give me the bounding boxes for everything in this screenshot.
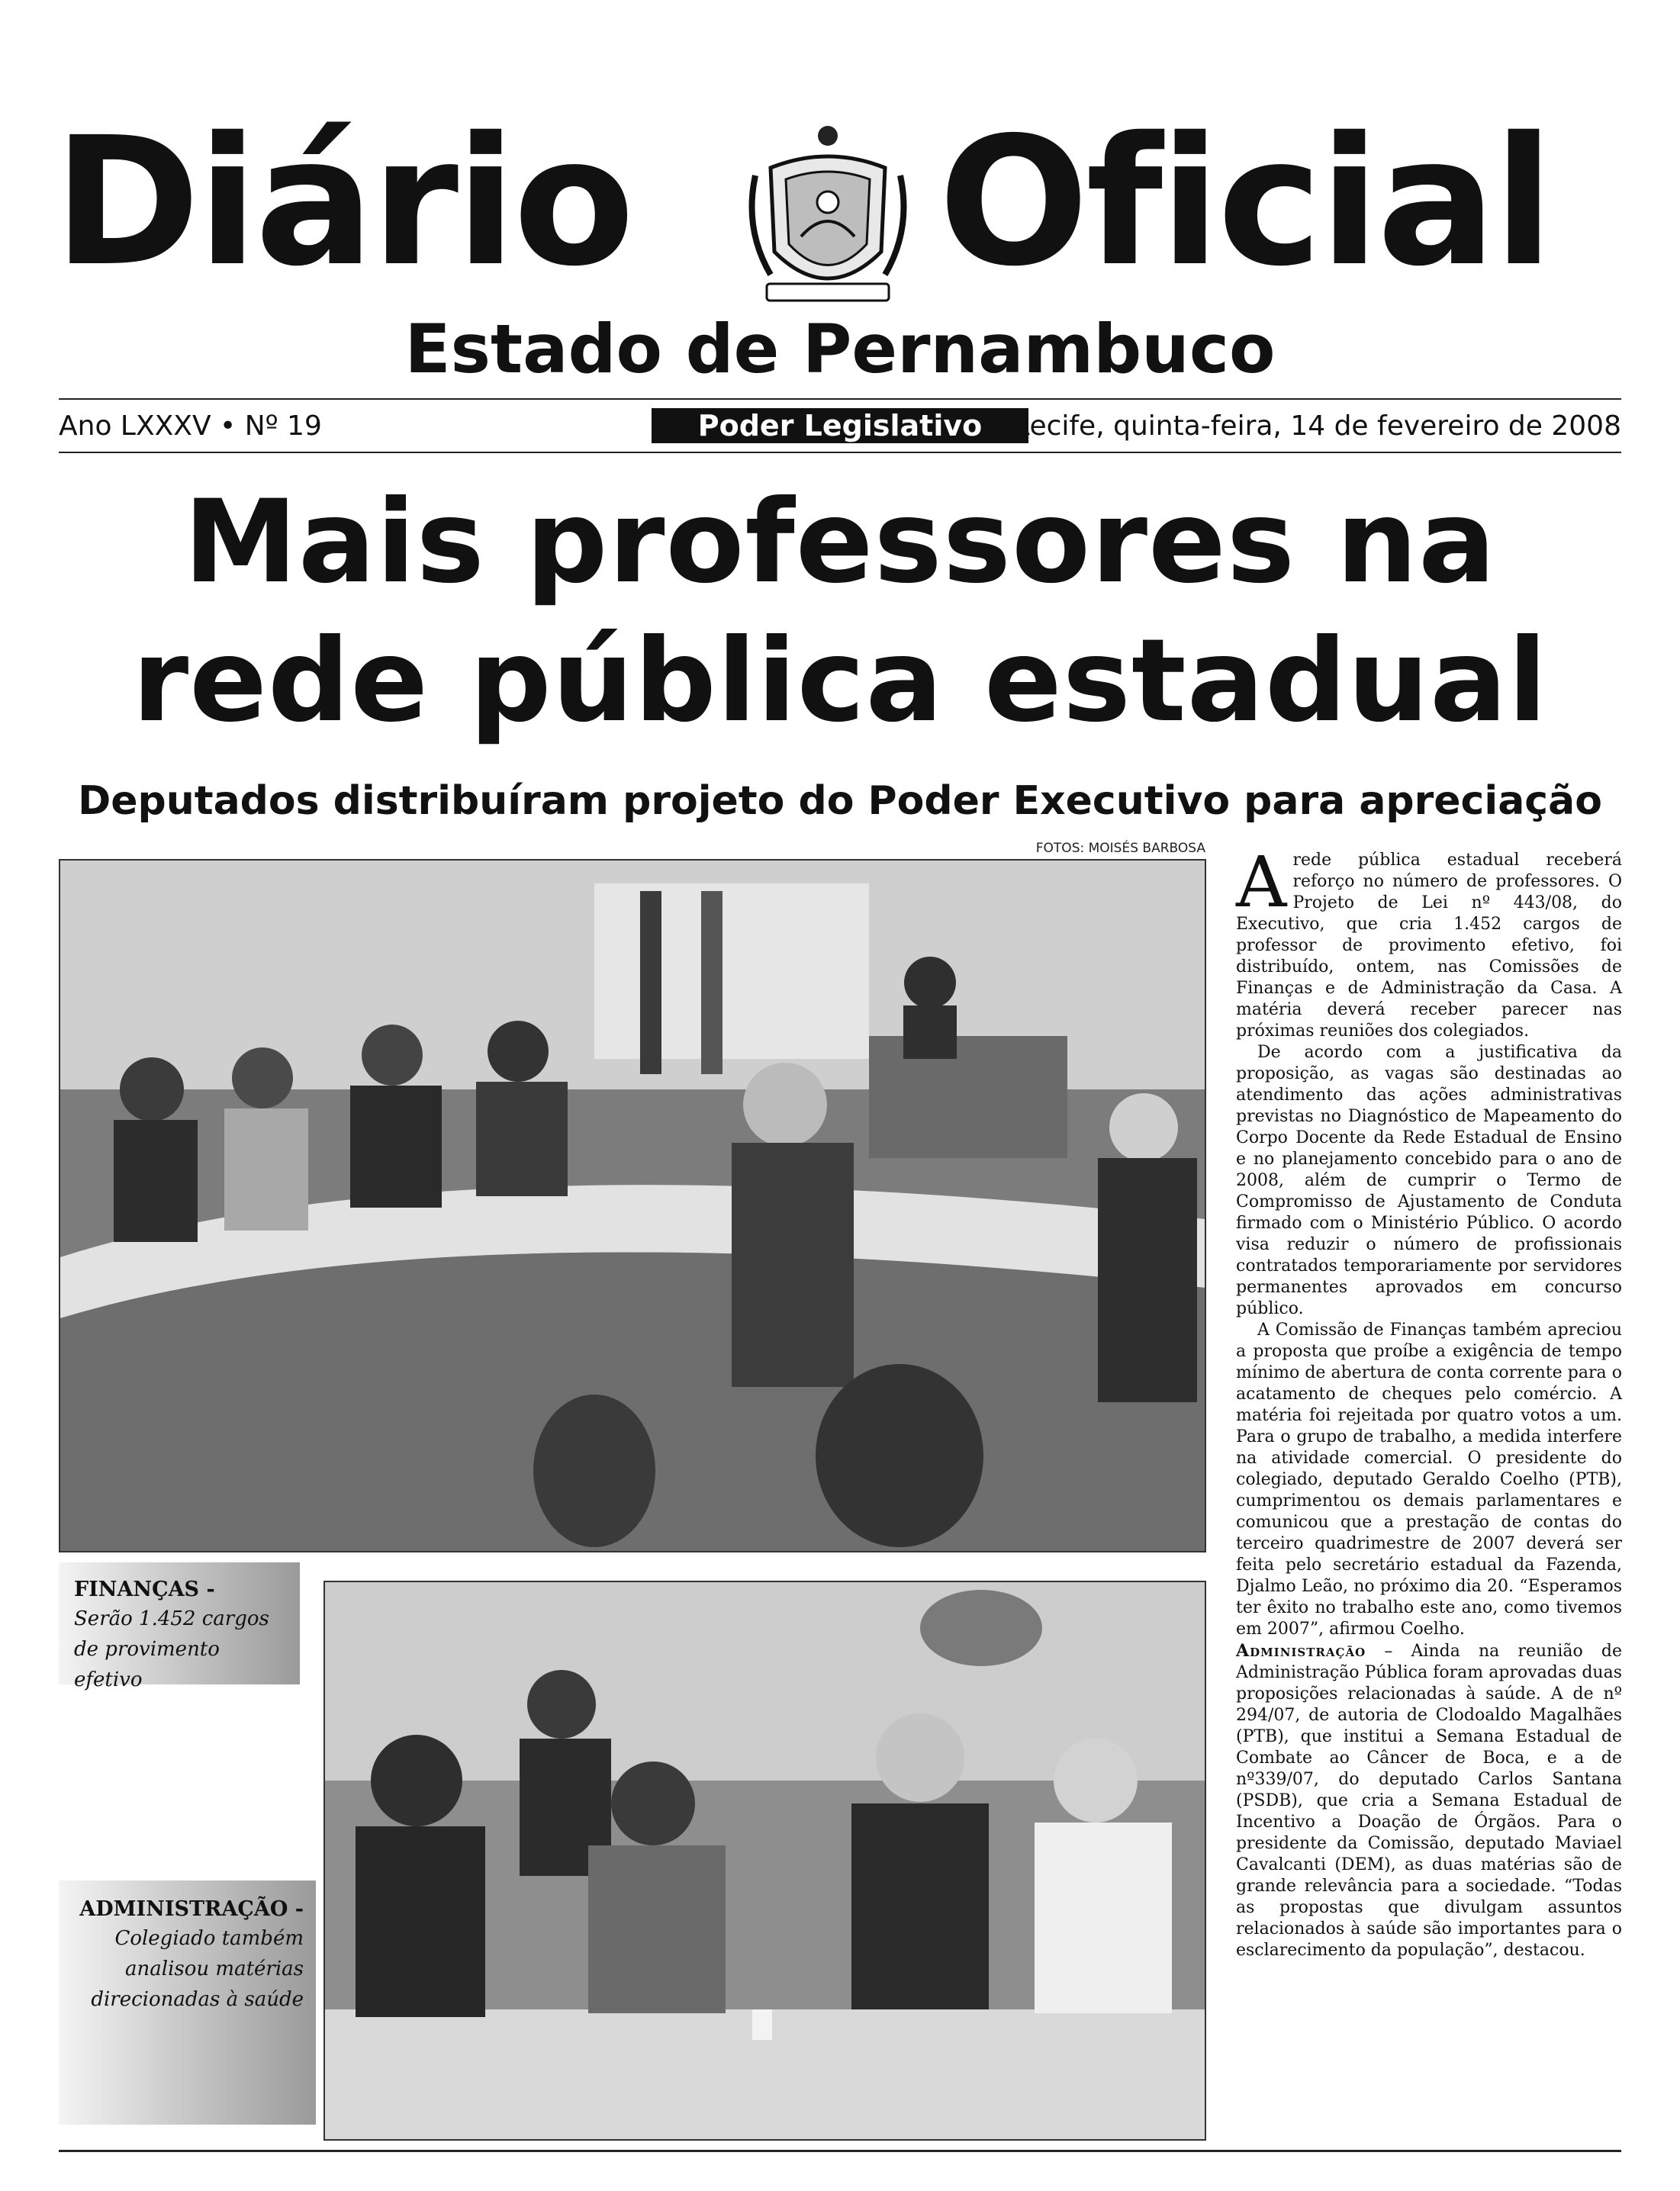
caption-administracao xyxy=(59,1881,316,2125)
article-paragraph-2: De acordo com a justificativa da proposição, as vagas são destinadas ao atendimento das ações administrativas previstas no Diagnóstico de Mapeamento do Corpo Docente da Rede Estadual de Ensino e no planejamento concebido para o ano de 2008, além de cumprir o Termo de Compromisso de Ajustamento de Conduta firmado com o Ministério Público. O acordo visa reduzir o número de profissionais contratados temporariamente por servidores permanentes aprovados em concurso público. xyxy=(1236,1043,1622,1318)
photo-finance-committee xyxy=(60,861,1205,1551)
section-badge: Poder Legislativo xyxy=(652,408,1028,443)
committee-meeting-photo xyxy=(59,859,1206,1552)
article-body xyxy=(1236,841,1622,1961)
caption-financas-title: FINANÇAS - xyxy=(74,1578,215,1601)
photo-administration-committee xyxy=(325,1582,1205,2139)
masthead-rule-bottom xyxy=(59,452,1621,453)
caption-financas xyxy=(59,1562,300,1691)
masthead-rule-top xyxy=(59,398,1621,400)
state-coat-of-arms-icon xyxy=(740,122,916,313)
headline-deck: Deputados distribuíram projeto do Poder Executivo para apreciação xyxy=(78,778,1602,824)
edition-number: Ano LXXXV • Nº 19 xyxy=(59,410,322,442)
article-paragraph-1-text: rede pública estadual receberá reforço no número de professores. O Projeto de Lei nº 443/08, do Executivo, que cria 1.452 cargos de professor de provimento efetivo, foi distribuído, ontem, nas Comissões de Finanças e de Administração da Casa. A matéria deverá receber parecer nas próximas reuniões dos colegiados. xyxy=(1236,851,1622,1041)
caption-administracao-text: Colegiado também analisou matérias direcionadas à saúde xyxy=(91,1927,304,2011)
headline-line-1: Mais professores na xyxy=(183,476,1497,609)
headline-line-2: rede pública estadual xyxy=(132,615,1548,748)
masthead-title-left: Diário xyxy=(53,99,632,305)
edition-date: Recife, quinta-feira, 14 de fevereiro de 2008 xyxy=(1012,410,1621,442)
article-paragraph-1 xyxy=(1236,841,1622,1042)
masthead-subtitle: Estado de Pernambuco xyxy=(404,310,1276,388)
article-paragraph-4 xyxy=(1236,1640,1622,1961)
article-dropcap: A xyxy=(1236,841,1287,923)
article-subhead-administracao: Administração xyxy=(1236,1641,1366,1661)
bottom-rule xyxy=(59,2150,1621,2152)
photo-credit: FOTOS: MOISÉS BARBOSA xyxy=(1035,841,1205,856)
administration-committee-photo xyxy=(323,1581,1206,2141)
headline xyxy=(0,473,1680,751)
article-paragraph-3: A Comissão de Finanças também apreciou a proposta que proíbe a exigência de tempo mínimo de abertura de conta corrente para o acatamento de cheques pelo comércio. A matéria foi rejeitada por quatro votos a um. Para o grupo de trabalho, a medida interfere na atividade comercial. O presidente do colegiado, deputado Geraldo Coelho (PTB), cumprimentou os demais parlamentares e comunicou que a prestação de contas do terceiro quadrimestre de 2007 deverá ser feita pelo secretário estadual da Fazenda, Djalmo Leão, no próximo dia 20. “Esperamos ter êxito no trabalho este ano, como tivemos em 2007”, afirmou Coelho. xyxy=(1236,1321,1622,1639)
caption-financas-text: Serão 1.452 cargos de provimento efetivo xyxy=(74,1607,269,1691)
article-paragraph-4-text: – Ainda na reunião de Administração Pública foram aprovadas duas proposições relacionadas à saúde. A de nº 294/07, de autoria de Clodoaldo Magalhães (PTB), que institui a Semana Estadual de Combate ao Câncer de Boca, e a de nº339/07, do deputado Carlos Santana (PSDB), que cria a Semana Estadual de Incentivo a Doação de Órgãos. Para o presidente da Comissão, deputado Maviael Cavalcanti (DEM), as duas matérias são de grande relevância para a sociedade. “Todas as propostas que divulgam assuntos relacionados à saúde são importantes para o esclarecimento da população”, destacou. xyxy=(1236,1642,1622,1960)
masthead-title-right: Oficial xyxy=(938,99,1551,305)
caption-administracao-title: ADMINISTRAÇÃO - xyxy=(79,1897,304,1921)
